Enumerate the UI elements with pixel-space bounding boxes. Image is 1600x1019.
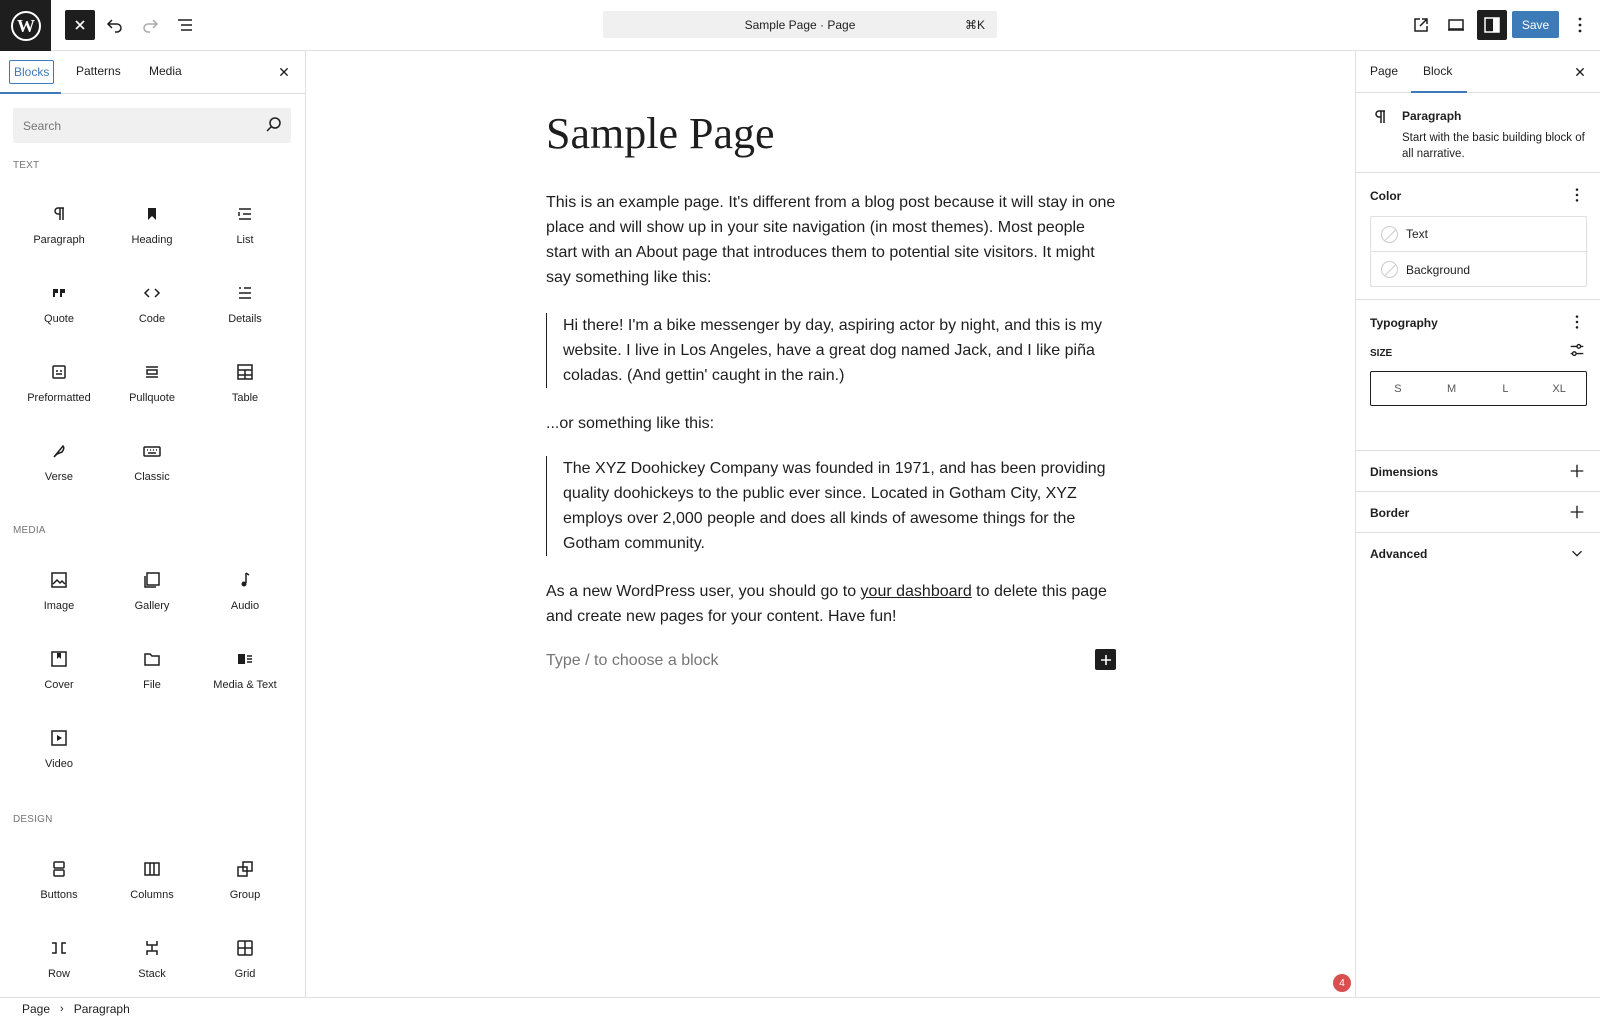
document-title: Sample Page · Page [744, 17, 856, 32]
block-heading[interactable]: Heading [107, 196, 197, 266]
sidebar-icon [1482, 15, 1502, 35]
paragraph-block[interactable]: As a new WordPress user, you should go to your dashboard to delete this page and create new pages for your content. Have fun! [546, 583, 1107, 625]
quote-text: Hi there! I'm a bike messenger by day, aspiring actor by night, and this is my website. I live in Los Angeles, have a great dog named Jack, and I like piña coladas. (And gettin' caught in the rain.) [563, 317, 1102, 384]
color-title: Color [1370, 189, 1402, 203]
advanced-panel[interactable] [1356, 533, 1600, 574]
block-grid[interactable]: Grid [200, 930, 290, 997]
border-panel[interactable] [1356, 492, 1600, 533]
settings-toggle-button[interactable] [1477, 10, 1507, 40]
pullquote-icon [142, 362, 162, 382]
editor-canvas[interactable] [307, 51, 1355, 997]
breadcrumb [0, 997, 1600, 1019]
breadcrumb-item-page[interactable]: Page [22, 1001, 51, 1016]
notification-badge[interactable]: 4 [1333, 974, 1351, 992]
block-image[interactable]: Image [14, 562, 104, 632]
advanced-title: Advanced [1370, 547, 1428, 561]
block-buttons[interactable]: Buttons [14, 851, 104, 921]
block-code[interactable]: Code [107, 275, 197, 345]
stack-icon [142, 938, 162, 958]
save-button[interactable]: Save [1512, 11, 1559, 38]
block-name: Paragraph [1402, 109, 1462, 123]
command-palette-bar[interactable] [603, 11, 997, 38]
block-file[interactable]: File [107, 641, 197, 711]
paragraph-block[interactable]: ...or something like this: [546, 415, 715, 432]
tab-block[interactable]: Block [1423, 64, 1453, 78]
bookmark-icon [142, 204, 162, 224]
external-link-icon [1411, 15, 1431, 35]
background-color-option[interactable]: Background [1371, 252, 1588, 287]
paragraph-block[interactable]: This is an example page. It's different from a blog post because it will stay in one place and will show up in your site navigation (in most themes). Most people start with an About page that introduces them to potential site visitors. It might say something like this: [546, 194, 1116, 286]
add-block-button[interactable] [1095, 649, 1116, 670]
block-group[interactable]: Group [200, 851, 290, 921]
category-media: MEDIA [13, 525, 46, 536]
size-option-xl[interactable]: XL [1552, 382, 1566, 395]
details-icon [235, 283, 255, 303]
folder-icon [142, 649, 162, 669]
block-pullquote[interactable]: Pullquote [107, 354, 197, 424]
close-icon [70, 15, 90, 35]
page-title[interactable]: Sample Page [546, 109, 775, 158]
category-design: DESIGN [13, 814, 53, 825]
redo-icon [140, 15, 160, 35]
top-toolbar [0, 0, 1600, 51]
close-icon[interactable] [275, 63, 293, 81]
grid-icon [235, 938, 255, 958]
tab-media[interactable]: Media [149, 64, 182, 78]
tab-patterns[interactable]: Patterns [76, 64, 121, 78]
video-icon [49, 728, 69, 748]
close-inserter-button[interactable] [65, 10, 95, 40]
plus-icon[interactable] [1568, 462, 1586, 480]
block-card [1356, 93, 1600, 173]
preview-button[interactable] [1441, 10, 1471, 40]
search-icon [264, 115, 284, 135]
more-vertical-icon[interactable] [1568, 186, 1586, 204]
quote-block[interactable] [546, 313, 1116, 388]
redo-button[interactable] [135, 10, 165, 40]
font-size-toggle [1370, 371, 1587, 406]
columns-icon [142, 859, 162, 879]
feather-icon [49, 441, 69, 461]
block-placeholder[interactable]: Type / to choose a block [546, 652, 719, 669]
tab-page[interactable]: Page [1370, 64, 1399, 78]
block-row[interactable]: Row [14, 930, 104, 997]
block-paragraph[interactable]: Paragraph [14, 196, 104, 266]
block-columns[interactable]: Columns [107, 851, 197, 921]
size-option-l[interactable]: L [1502, 382, 1509, 395]
settings-sidebar [1355, 51, 1600, 997]
block-media-text[interactable]: Media & Text [200, 641, 290, 711]
quote-icon [49, 283, 69, 303]
block-video[interactable]: Video [14, 720, 104, 790]
undo-button[interactable] [100, 10, 130, 40]
dimensions-panel[interactable] [1356, 451, 1600, 492]
document-overview-button[interactable] [170, 10, 200, 40]
svg-text:W: W [16, 15, 35, 36]
size-label: SIZE [1370, 348, 1393, 359]
chevron-down-icon[interactable] [1568, 544, 1586, 562]
options-menu-button[interactable] [1565, 10, 1595, 40]
tab-blocks[interactable]: Blocks [9, 60, 54, 84]
shortcut-hint: ⌘K [964, 17, 985, 32]
quote-text: The XYZ Doohickey Company was founded in 1971, and has been providing quality doohickeys to the public ever since. Located in Gotham City, XYZ employs over 2,000 people and does all kinds of awesome things for the Gotham community. [563, 460, 1106, 552]
plus-icon[interactable] [1568, 503, 1586, 521]
more-vertical-icon [1570, 15, 1590, 35]
border-title: Border [1370, 506, 1410, 520]
undo-icon [105, 15, 125, 35]
media-text-icon [235, 649, 255, 669]
paragraph-icon [49, 204, 69, 224]
desktop-icon [1446, 15, 1466, 35]
cover-icon [49, 649, 69, 669]
paragraph-icon [1370, 107, 1390, 127]
block-table[interactable]: Table [200, 354, 290, 424]
block-list[interactable]: List [200, 196, 290, 266]
chevron-right-icon: › [60, 1002, 64, 1015]
color-options [1370, 216, 1587, 287]
close-icon[interactable] [1571, 63, 1589, 81]
buttons-icon [49, 859, 69, 879]
dimensions-title: Dimensions [1370, 465, 1439, 479]
block-preformatted[interactable]: Preformatted [14, 354, 104, 424]
more-vertical-icon[interactable] [1568, 313, 1586, 331]
block-classic[interactable]: Classic [107, 433, 197, 503]
quote-block[interactable] [546, 456, 1116, 556]
music-note-icon [235, 570, 255, 590]
row-icon [49, 938, 69, 958]
block-cover[interactable]: Cover [14, 641, 104, 711]
typography-title: Typography [1370, 316, 1438, 330]
block-gallery[interactable]: Gallery [107, 562, 197, 632]
block-inserter-panel [0, 51, 306, 997]
wordpress-logo-icon[interactable] [0, 0, 51, 51]
gallery-icon [142, 570, 162, 590]
block-audio[interactable]: Audio [200, 562, 290, 632]
preformatted-icon [49, 362, 69, 382]
table-icon [235, 362, 255, 382]
active-tab-indicator [0, 92, 61, 94]
swatch-icon [1381, 226, 1398, 243]
code-icon [142, 283, 162, 303]
category-text: TEXT [13, 160, 40, 171]
group-icon [235, 859, 255, 879]
text-color-option[interactable]: Text [1371, 217, 1588, 252]
keyboard-icon [142, 441, 162, 461]
block-search-input[interactable] [13, 108, 291, 143]
block-verse[interactable]: Verse [14, 433, 104, 503]
settings-sliders-icon[interactable] [1568, 341, 1586, 359]
size-option-m[interactable]: M [1447, 382, 1457, 395]
block-description: Start with the basic building block of all narrative. [1402, 132, 1585, 160]
list-view-icon [175, 15, 195, 35]
list-icon [235, 204, 255, 224]
block-quote[interactable]: Quote [14, 275, 104, 345]
size-option-s[interactable]: S [1394, 382, 1402, 395]
sidebar-tabs [1356, 51, 1600, 93]
inserter-tabs [0, 51, 305, 94]
block-stack[interactable]: Stack [107, 930, 197, 997]
breadcrumb-item-paragraph[interactable]: Paragraph [73, 1001, 130, 1016]
swatch-icon [1381, 261, 1398, 278]
view-page-button[interactable] [1406, 10, 1436, 40]
plus-icon [1100, 654, 1112, 666]
image-icon [49, 570, 69, 590]
dashboard-link[interactable]: your dashboard [860, 583, 972, 600]
block-details[interactable]: Details [200, 275, 290, 345]
